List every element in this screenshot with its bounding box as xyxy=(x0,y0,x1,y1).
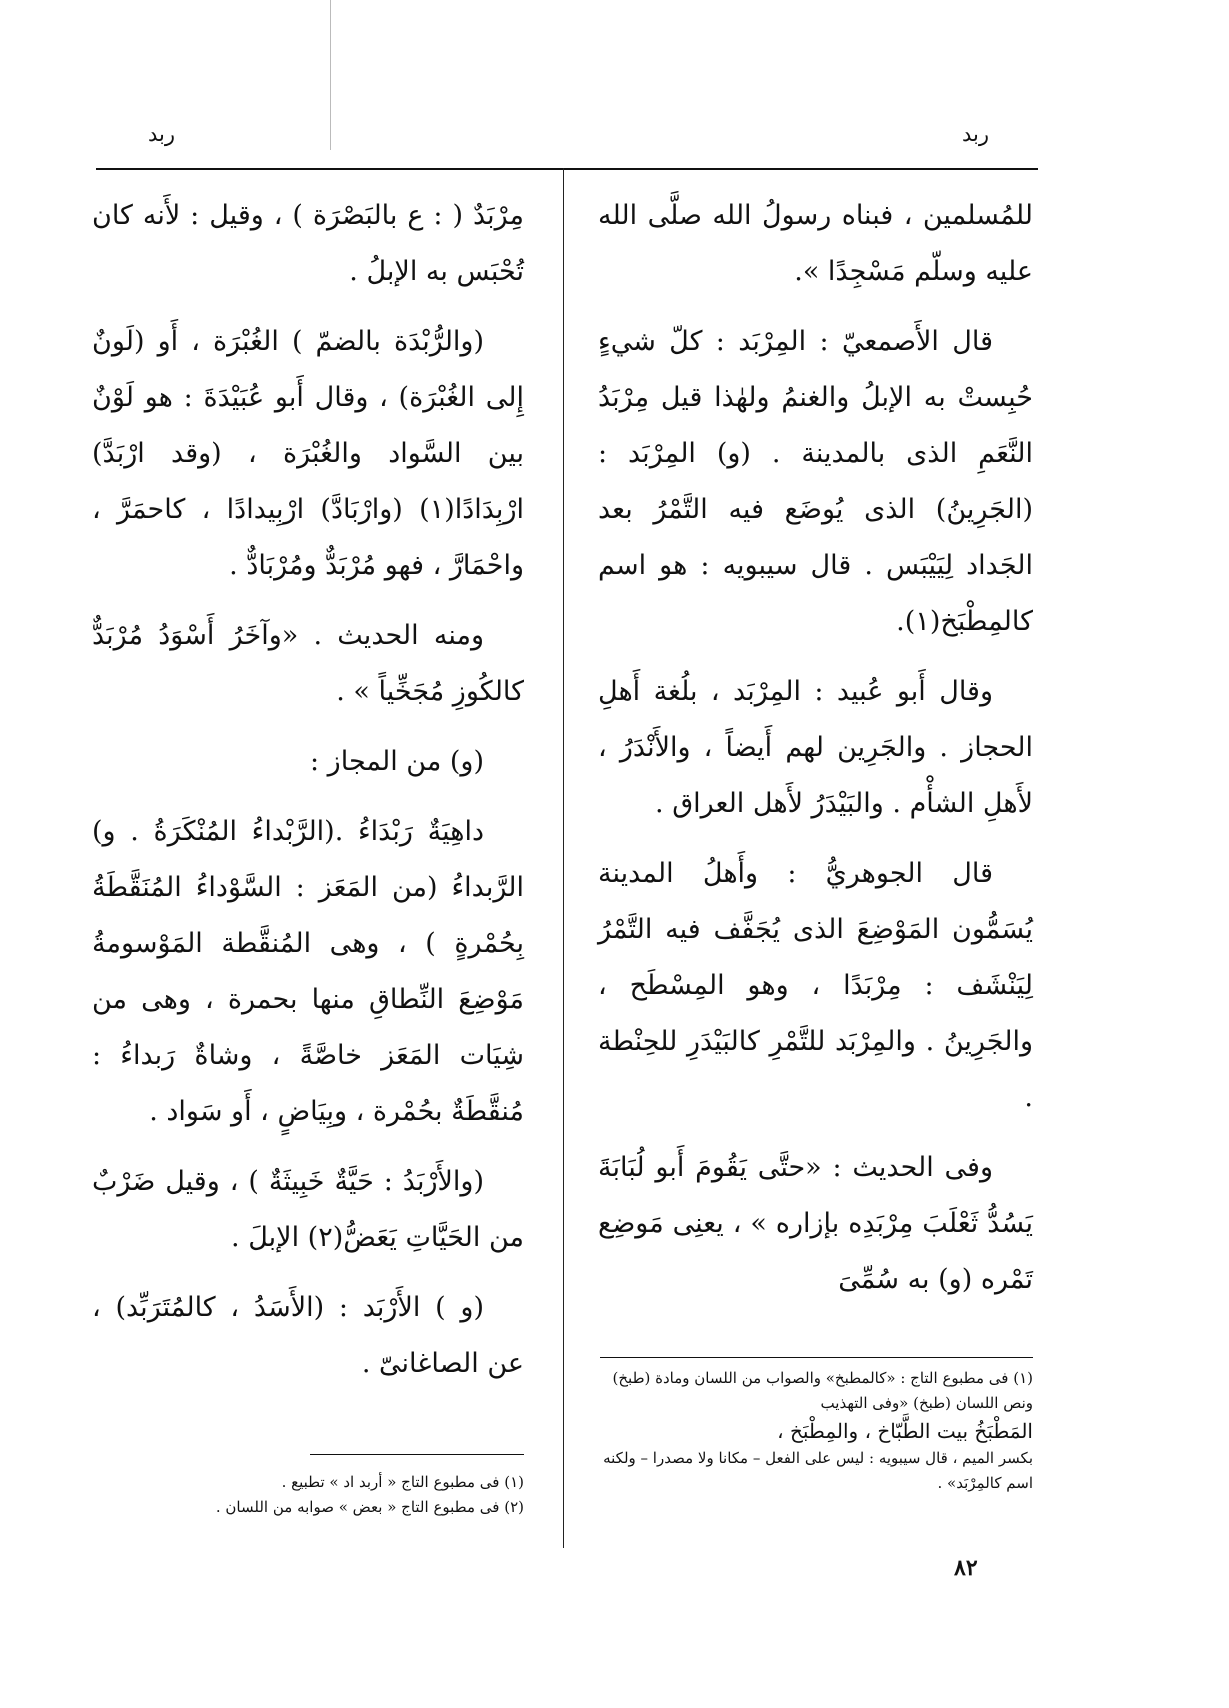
left-paragraph: (و ) الأَرْبَد : (الأَسَدُ ، كالمُتَرَبِّد) ، عن الصاغانىّ . xyxy=(92,1292,524,1379)
footnotes-left xyxy=(150,1470,524,1520)
footnote-line: (١) فى مطبوع التاج : «كالمطبخ» والصواب من اللسان ومادة (طبخ) ونص اللسان (طبخ) «وفى التهذيب xyxy=(612,1369,1033,1412)
left-paragraph: داهِيَةٌ رَبْدَاءُ .(الرَّبْداءُ المُنْكَرَةُ . و) الرَّبداءُ (من المَعَز : السَّوْداءُ المُنَقَّطَةُ بِحُمْرةٍ ) ، وهى المُنقَّطة المَوْسومةُ مَوْضِعَ النِّطاقِ منها بحمرة ، وهى من شِيَات المَعَز خاصَّةً ، وشاةٌ رَبداءُ : مُنقَّطَةٌ بحُمْرة ، وبِيَاضٍ ، أَو سَواد . xyxy=(92,816,524,1127)
footnote-line: المَطْبَخُ بيت الطَّبّاخ ، والمِطْبَخ ، xyxy=(777,1419,1033,1443)
footnote-rule-left xyxy=(310,1454,524,1455)
right-paragraph: للمُسلمين ، فبناه رسولُ الله صلَّى الله عليه وسلّم مَسْجِدًا ». xyxy=(598,200,1033,287)
footnote-line: (٢) فى مطبوع التاج « بعض » صوابه من اللسان . xyxy=(215,1498,524,1516)
running-header-right: ربد xyxy=(962,122,990,146)
header-rule xyxy=(96,168,1038,170)
left-paragraph: ومنه الحديث . «وآخَرُ أَسْوَدُ مُرْبَدٌّ كالكُوزِ مُجَخِّياً » . xyxy=(92,620,524,707)
running-header-left: ربد xyxy=(148,122,176,146)
right-paragraph: قال الأَصمعيّ : المِرْبَد : كلّ شيءٍ حُبِستْ به الإبلُ والغنمُ ولهٰذا قيل مِرْبَدُ النَّعَمِ الذى بالمدينة . (و) المِرْبَد : (الجَرِينُ) الذى يُوضَع فيه التَّمْرُ بعد الجَداد لِيَيْبَس . قال سيبويه : هو اسم كالمِطْبَخ(١). xyxy=(598,326,1033,637)
left-paragraph: (والرُّبْدَة بالضمّ ) الغُبْرَة ، أَو (لَونٌ إِلى الغُبْرَة) ، وقال أَبو عُبَيْدَةَ : هو لَوْنٌ بين السَّواد والغُبْرَة ، (وقد ارْبَدَّ) ارْبِدَادًا(١) (وارْبَادَّ) ارْبِيدادًا ، كاحمَرَّ ، واحْمَارَّ ، فهو مُرْبَدٌّ ومُرْبَادٌّ . xyxy=(92,326,524,581)
footnote-line: بكسر الميم ، قال سيبويه : ليس على الفعل – مكانا ولا مصدرا – ولكنه اسم كالمِرْبَد» . xyxy=(603,1449,1033,1492)
scan-artifact-line xyxy=(330,0,331,150)
right-column xyxy=(598,188,1033,1322)
left-column xyxy=(92,188,524,1406)
footnote-line: (١) فى مطبوع التاج « أربد اد » تطبيع . xyxy=(281,1473,524,1491)
page-number: ٨٢ xyxy=(954,1555,978,1581)
footnote-rule-right xyxy=(600,1357,1033,1358)
right-paragraph: قال الجوهريُّ : وأَهلُ المدينة يُسَمُّون المَوْضِعَ الذى يُجَفَّف فيه التَّمْرُ لِيَنْشَف : مِرْبَدًا ، وهو المِسْطَح ، والجَرِينُ . والمِرْبَد للتَّمْرِ كالبَيْدَرِ للحِنْطة . xyxy=(598,858,1033,1113)
right-paragraph: وقال أَبو عُبيد : المِرْبَد ، بلُغة أَهلِ الحجاز . والجَرِين لهم أَيضاً ، والأَنْدَرُ ، لأَهلِ الشأْم . والبَيْدَرُ لأَهل العراق . xyxy=(598,676,1033,819)
footnotes-right xyxy=(598,1366,1033,1496)
left-paragraph: (و) من المجاز : xyxy=(310,746,484,777)
left-paragraph: (والأَرْبَدُ : حَيَّةٌ خَبِيثَةٌ ) ، وقيل ضَرْبٌ من الحَيَّاتِ يَعَضُّ(٢) الإبلَ . xyxy=(92,1166,524,1253)
right-paragraph: وفى الحديث : «حتَّى يَقُومَ أَبو لُبَابَةَ يَسُدُّ ثَعْلَبَ مِرْبَدِه بإزاره » ، يعنِى مَوضِع تَمْره (و) به سُمِّىَ xyxy=(598,1152,1033,1295)
column-divider xyxy=(563,168,564,1548)
left-paragraph: مِرْبَدٌ ( : ع بالبَصْرَة ) ، وقيل : لأَنه كان تُحْبَس به الإبلُ . xyxy=(92,200,524,287)
